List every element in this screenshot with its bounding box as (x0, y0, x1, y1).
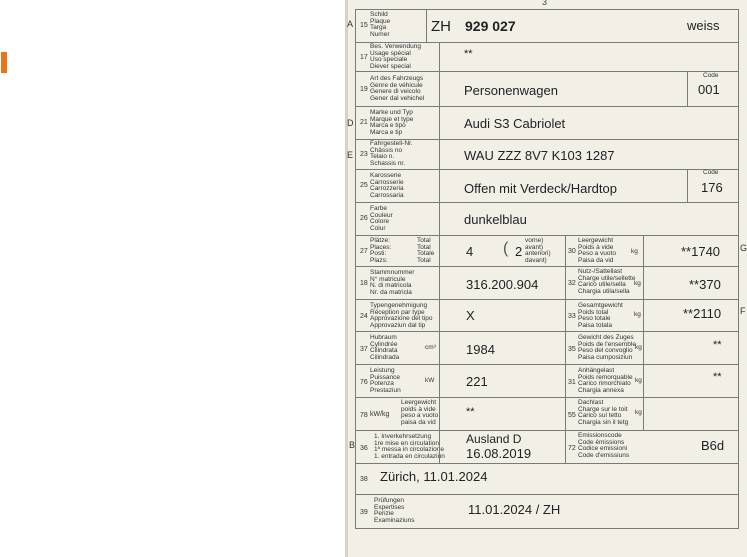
field-value: 1984 (466, 342, 495, 357)
divider (426, 10, 427, 42)
field-sub-label: Leergewicht poids à vide peso a vuoto paisa da vid (401, 399, 439, 426)
unit-label: kg (635, 344, 642, 351)
field-number: 27 (360, 248, 368, 255)
divider (643, 332, 644, 364)
field-value: Audi S3 Cabriolet (464, 116, 566, 131)
field-label: Stammnummer N° matricule N. di matricola Nr. da matricla (370, 269, 415, 296)
divider (439, 203, 440, 235)
unit-label: kg (635, 409, 642, 416)
divider (565, 431, 566, 463)
field-number: 21 (360, 119, 368, 126)
field-value: dunkelblau (464, 212, 527, 227)
field-76-31-power-trailer-load (355, 364, 739, 397)
field-number: 15 (360, 22, 368, 29)
field-label: Art des Fahrzeugs Genre de véhicule Genere di veicolo Gener dal vehichel (370, 75, 425, 102)
field-label: Nutz-/Sattellast Charge utile/sellette Carico utile/sella Chargia utila/sella (578, 268, 636, 295)
unit-label: kg (634, 311, 641, 318)
field-21-make-type (355, 106, 739, 139)
seats-total: 4 (466, 244, 474, 259)
divider (439, 72, 440, 106)
divider (439, 365, 440, 397)
divider (643, 267, 644, 299)
field-number: 26 (360, 215, 368, 222)
field-label: Emissionscode Code émissions Codice emissioni Code d'emissiuns (578, 432, 630, 459)
field-label: kW/kg (370, 411, 390, 418)
bracket-open: ( (503, 240, 509, 257)
divider (643, 365, 644, 397)
field-label: Karosserie Carrosserie Carrozzeria Carrossaria (370, 172, 404, 199)
unit-label: cm³ (425, 344, 436, 351)
field-number: 17 (360, 54, 368, 61)
field-value: **370 (689, 277, 721, 292)
field-value: Zürich, 11.01.2024 (380, 469, 488, 484)
divider (439, 398, 440, 430)
code-box (687, 170, 688, 202)
field-number: 37 (360, 346, 368, 353)
field-24-33-type-approval-total-weight (355, 299, 739, 331)
seats-front: 2 (515, 244, 523, 259)
field-label: Marke und Typ Marque et type Marca e tipo Marca e tip (370, 109, 414, 136)
field-label: Bes. Verwendung Usage spécial Uso speciale Diever special (370, 43, 421, 70)
field-value: ** (464, 48, 473, 60)
divider (643, 300, 644, 331)
first-registration-date: 16.08.2019 (466, 446, 532, 461)
field-25-body (355, 169, 739, 202)
front-label: vorne) avant) anteriori) davant) (525, 237, 551, 264)
field-value: Offen mit Verdeck/Hardtop (464, 181, 617, 196)
field-number: 55 (568, 412, 576, 419)
field-value: 221 (466, 374, 488, 389)
field-label: Leergewicht Poids à vide Peso a vuoto Paisa da vid (578, 237, 616, 264)
divider (439, 332, 440, 364)
divider (439, 431, 440, 463)
field-label: Typengenehmigung Réception par type Approvazione del tipo Approvaziun dal tip (370, 302, 433, 329)
field-number: 24 (360, 313, 368, 320)
page-number: 3 (542, 0, 548, 7)
field-label: Schild Plaque Targa Numer (370, 11, 391, 38)
field-value: WAU ZZZ 8V7 K103 1287 (464, 148, 615, 163)
field-number: 38 (360, 476, 368, 483)
field-number: 35 (568, 346, 576, 353)
code-value: 176 (701, 180, 723, 195)
field-label: Fahrgestell-Nr. Châssis no Telaio n. Schassis nr. (370, 140, 413, 167)
field-label: Prüfungen Expertises Perizie Examinaziuns (374, 497, 415, 524)
field-value: ** (466, 406, 475, 418)
field-18-32-master-number-payload (355, 266, 739, 299)
total-label: Total Total Totale Total (417, 237, 435, 264)
field-number: 23 (360, 151, 368, 158)
field-number: 18 (360, 280, 368, 287)
field-39-inspections (355, 494, 739, 529)
field-label: Dachlast Charge sur le toit Carico sul tetto Chargia sin il tetg (578, 399, 629, 426)
field-number: 25 (360, 182, 368, 189)
field-23-chassis-number (355, 139, 739, 169)
field-38-place-date (355, 463, 739, 494)
document-edge (345, 0, 348, 557)
divider (643, 398, 644, 430)
field-number: 30 (568, 248, 576, 255)
field-number: 19 (360, 86, 368, 93)
field-label: Leistung Puissance Potenza Prestaziun (370, 367, 401, 394)
field-19-vehicle-kind (355, 71, 739, 106)
field-37-35-displacement-train-weight (355, 331, 739, 364)
field-value: 316.200.904 (466, 277, 539, 292)
plate-color: weiss (687, 18, 720, 33)
divider (643, 236, 644, 266)
field-36-72-first-registration-emission (355, 430, 739, 463)
field-number: 31 (568, 379, 576, 386)
field-label: Farbe Couleur Colore Colur (370, 205, 393, 232)
field-label: Plätze: Places: Posti: Plazs: (370, 237, 392, 264)
side-letter-a: A (347, 19, 354, 29)
divider (565, 365, 566, 397)
unit-label: kg (634, 280, 641, 287)
field-26-color (355, 202, 739, 235)
side-letter-b: B (349, 440, 356, 450)
plate-number: 929 027 (465, 18, 516, 34)
divider (565, 267, 566, 299)
code-label: Code (703, 72, 719, 79)
field-value: ** (713, 371, 722, 383)
divider (439, 300, 440, 331)
field-15-plate (355, 9, 739, 42)
code-value: 001 (698, 82, 720, 97)
field-number: 76 (360, 379, 368, 386)
divider (439, 43, 440, 71)
field-label: Gesamtgewicht Poids total Peso totale Paisa totala (578, 302, 623, 329)
field-number: 78 (360, 412, 368, 419)
field-label: Anhängelast Poids remorquable Carico rimorchiato Chargia annexa (578, 367, 633, 394)
field-number: 36 (360, 445, 368, 452)
divider (439, 236, 440, 266)
plate-canton: ZH (431, 18, 451, 35)
field-label: Gewicht des Zuges Poids de l'ensemble Peso del convoglio Paisa cumposiziun (578, 334, 636, 361)
unit-label: kg (631, 248, 638, 255)
code-label: Code (703, 169, 719, 176)
field-number: 33 (568, 313, 576, 320)
field-number: 32 (568, 280, 576, 287)
field-value: **1740 (681, 244, 721, 259)
field-value: X (466, 308, 475, 323)
side-letter-d: D (347, 118, 354, 128)
field-number: 72 (568, 445, 576, 452)
orange-marker (1, 52, 7, 73)
side-letter-e: E (347, 150, 354, 160)
divider (439, 140, 440, 169)
field-value: **2110 (683, 306, 722, 321)
unit-label: kW (425, 377, 435, 384)
field-value: 11.01.2024 / ZH (468, 502, 561, 517)
divider (439, 107, 440, 139)
field-78-55-power-weight-roof-load (355, 397, 739, 430)
field-value: ** (713, 339, 722, 351)
field-value: Personenwagen (464, 83, 558, 98)
divider (565, 300, 566, 331)
field-number: 39 (360, 509, 368, 516)
divider (439, 267, 440, 299)
side-letter-f: F (740, 306, 746, 316)
code-box (687, 72, 688, 106)
side-letter-g: G (740, 243, 747, 253)
field-27-30-seats-empty-weight (355, 235, 739, 266)
divider (439, 170, 440, 202)
divider (565, 398, 566, 430)
field-label: 1. Inverkehrsetzung 1re mise en circulation 1ª messa in circolazione 1. entrada en circulaziun (374, 433, 445, 460)
field-17-special-use (355, 42, 739, 71)
field-value: B6d (701, 438, 725, 453)
unit-label: kg (635, 377, 642, 384)
divider (565, 332, 566, 364)
first-registration-origin: Ausland D (466, 432, 522, 446)
field-label: Hubraum Cylindrée Cilindrata Cilindrada (370, 334, 400, 361)
divider (565, 236, 566, 266)
